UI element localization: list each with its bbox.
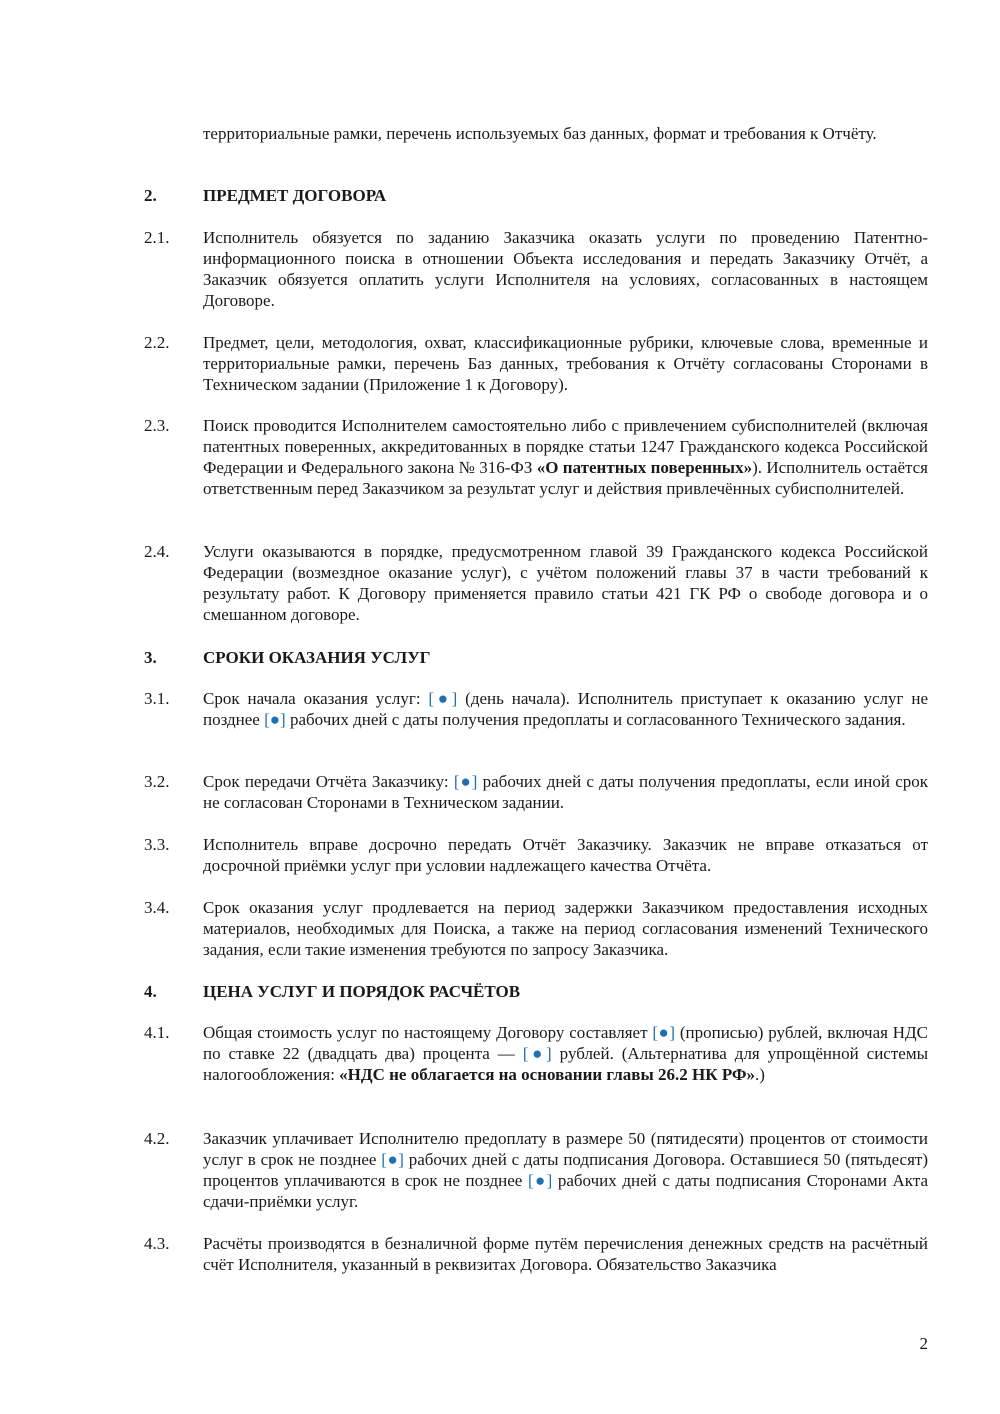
- placeholder-marker: [●]: [522, 1044, 552, 1063]
- clause-number: 3.4.: [144, 898, 170, 917]
- section-number: 2.: [144, 186, 157, 205]
- clause-number: 2.4.: [144, 542, 170, 561]
- clause-text: Услуги оказываются в порядке, предусмотренном главой 39 Гражданского кодекса Российской Федерации (возмездное оказание услуг), с учётом положений главы 37 в части требований к результату работ. К Договору применяется правило статьи 421 ГК РФ о свободе договора и о смешанном договоре.: [203, 542, 928, 624]
- section-number: 4.: [144, 982, 157, 1001]
- clause-text: Срок оказания услуг продлевается на период задержки Заказчиком предоставления исходных материалов, необходимых для Поиска, а также на период согласования изменений Технического задания, если такие изменения требуются по запросу Заказчика.: [203, 898, 928, 959]
- clause-text: Расчёты производятся в безналичной форме путём перечисления денежных средств на расчётный счёт Исполнителя, указанный в реквизитах Договора. Обязательство Заказчика: [203, 1234, 928, 1274]
- clause-text: Общая стоимость услуг по настоящему Договору составляет [●] (прописью) рублей, включая НДС по ставке 22 (двадцать два) процента — [●] рублей. (Альтернатива для упрощённой системы налогообложения: «НДС не облагается на основании главы 26.2 НК РФ».): [203, 1023, 929, 1084]
- clause-number: 4.1.: [144, 1023, 170, 1042]
- clause-text: Предмет, цели, методология, охват, классификационные рубрики, ключевые слова, временные и территориальные рамки, перечень Баз данных, требования к Отчёту согласованы Сторонами в Техническом задании (Приложение 1 к Договору).: [203, 333, 928, 394]
- section-title: ПРЕДМЕТ ДОГОВОРА: [203, 186, 387, 205]
- clause-number: 2.3.: [144, 416, 170, 435]
- clause-text: Срок передачи Отчёта Заказчику: [●] рабочих дней с даты получения предоплаты, если иной срок не согласован Сторонами в Техническом задании.: [203, 772, 928, 812]
- placeholder-marker: [●]: [381, 1150, 404, 1169]
- placeholder-marker: [●]: [652, 1023, 676, 1042]
- section-number: 3.: [144, 648, 157, 667]
- placeholder-marker: [●]: [453, 772, 478, 791]
- clause-number: 2.2.: [144, 333, 170, 352]
- law-title: «О патентных поверенных»: [536, 458, 753, 477]
- clause-number: 3.1.: [144, 689, 170, 708]
- clause-number: 3.3.: [144, 835, 170, 854]
- clause-text: Исполнитель обязуется по заданию Заказчика оказать услуги по проведению Патентно-информационного поиска в отношении Объекта исследования и передать Заказчику Отчёт, а Заказчик обязуется оплатить услуги Исполнителя на условиях, согласованных в настоящем Договоре.: [203, 228, 928, 310]
- intro-paragraph: территориальные рамки, перечень используемых баз данных, формат и требования к Отчёту.: [203, 124, 877, 143]
- clause-text: Поиск проводится Исполнителем самостоятельно либо с привлечением субисполнителей (включая патентных поверенных, аккредитованных в порядке статьи 1247 Гражданского кодекса Российской Федерации и Федерального закона № 316-ФЗ «О патентных поверенных»). Исполнитель остаётся ответственным перед Заказчиком за результат услуг и действия привлечённых субисполнителей.: [203, 416, 928, 498]
- placeholder-marker: [●]: [264, 710, 286, 729]
- clause-text: Заказчик уплачивает Исполнителю предоплату в размере 50 (пятидесяти) процентов от стоимости услуг в срок не позднее [●] рабочих дней с даты подписания Договора. Оставшиеся 50 (пятьдесят) процентов уплачиваются в срок не позднее [●] рабочих дней с даты подписания Сторонами Акта сдачи-приёмки услуг.: [203, 1129, 929, 1211]
- page-number: 2: [919, 1334, 928, 1353]
- clause-text: Исполнитель вправе досрочно передать Отчёт Заказчику. Заказчик не вправе отказаться от досрочной приёмки услуг при условии надлежащего качества Отчёта.: [203, 835, 928, 875]
- vat-note: «НДС не облагается на основании главы 26.2 НК РФ»: [339, 1065, 756, 1084]
- clause-text: Срок начала оказания услуг: [●] (день начала). Исполнитель приступает к оказанию услуг не позднее [●] рабочих дней с даты получения предоплаты и согласованного Технического задания.: [203, 689, 928, 729]
- clause-number: 4.3.: [144, 1234, 170, 1253]
- clause-number: 2.1.: [144, 228, 170, 247]
- clause-number: 4.2.: [144, 1129, 170, 1148]
- section-title: ЦЕНА УСЛУГ И ПОРЯДОК РАСЧЁТОВ: [203, 982, 521, 1001]
- section-title: СРОКИ ОКАЗАНИЯ УСЛУГ: [203, 648, 431, 667]
- placeholder-marker: [●]: [428, 689, 458, 708]
- clause-number: 3.2.: [144, 772, 170, 791]
- placeholder-marker: [●]: [527, 1171, 553, 1190]
